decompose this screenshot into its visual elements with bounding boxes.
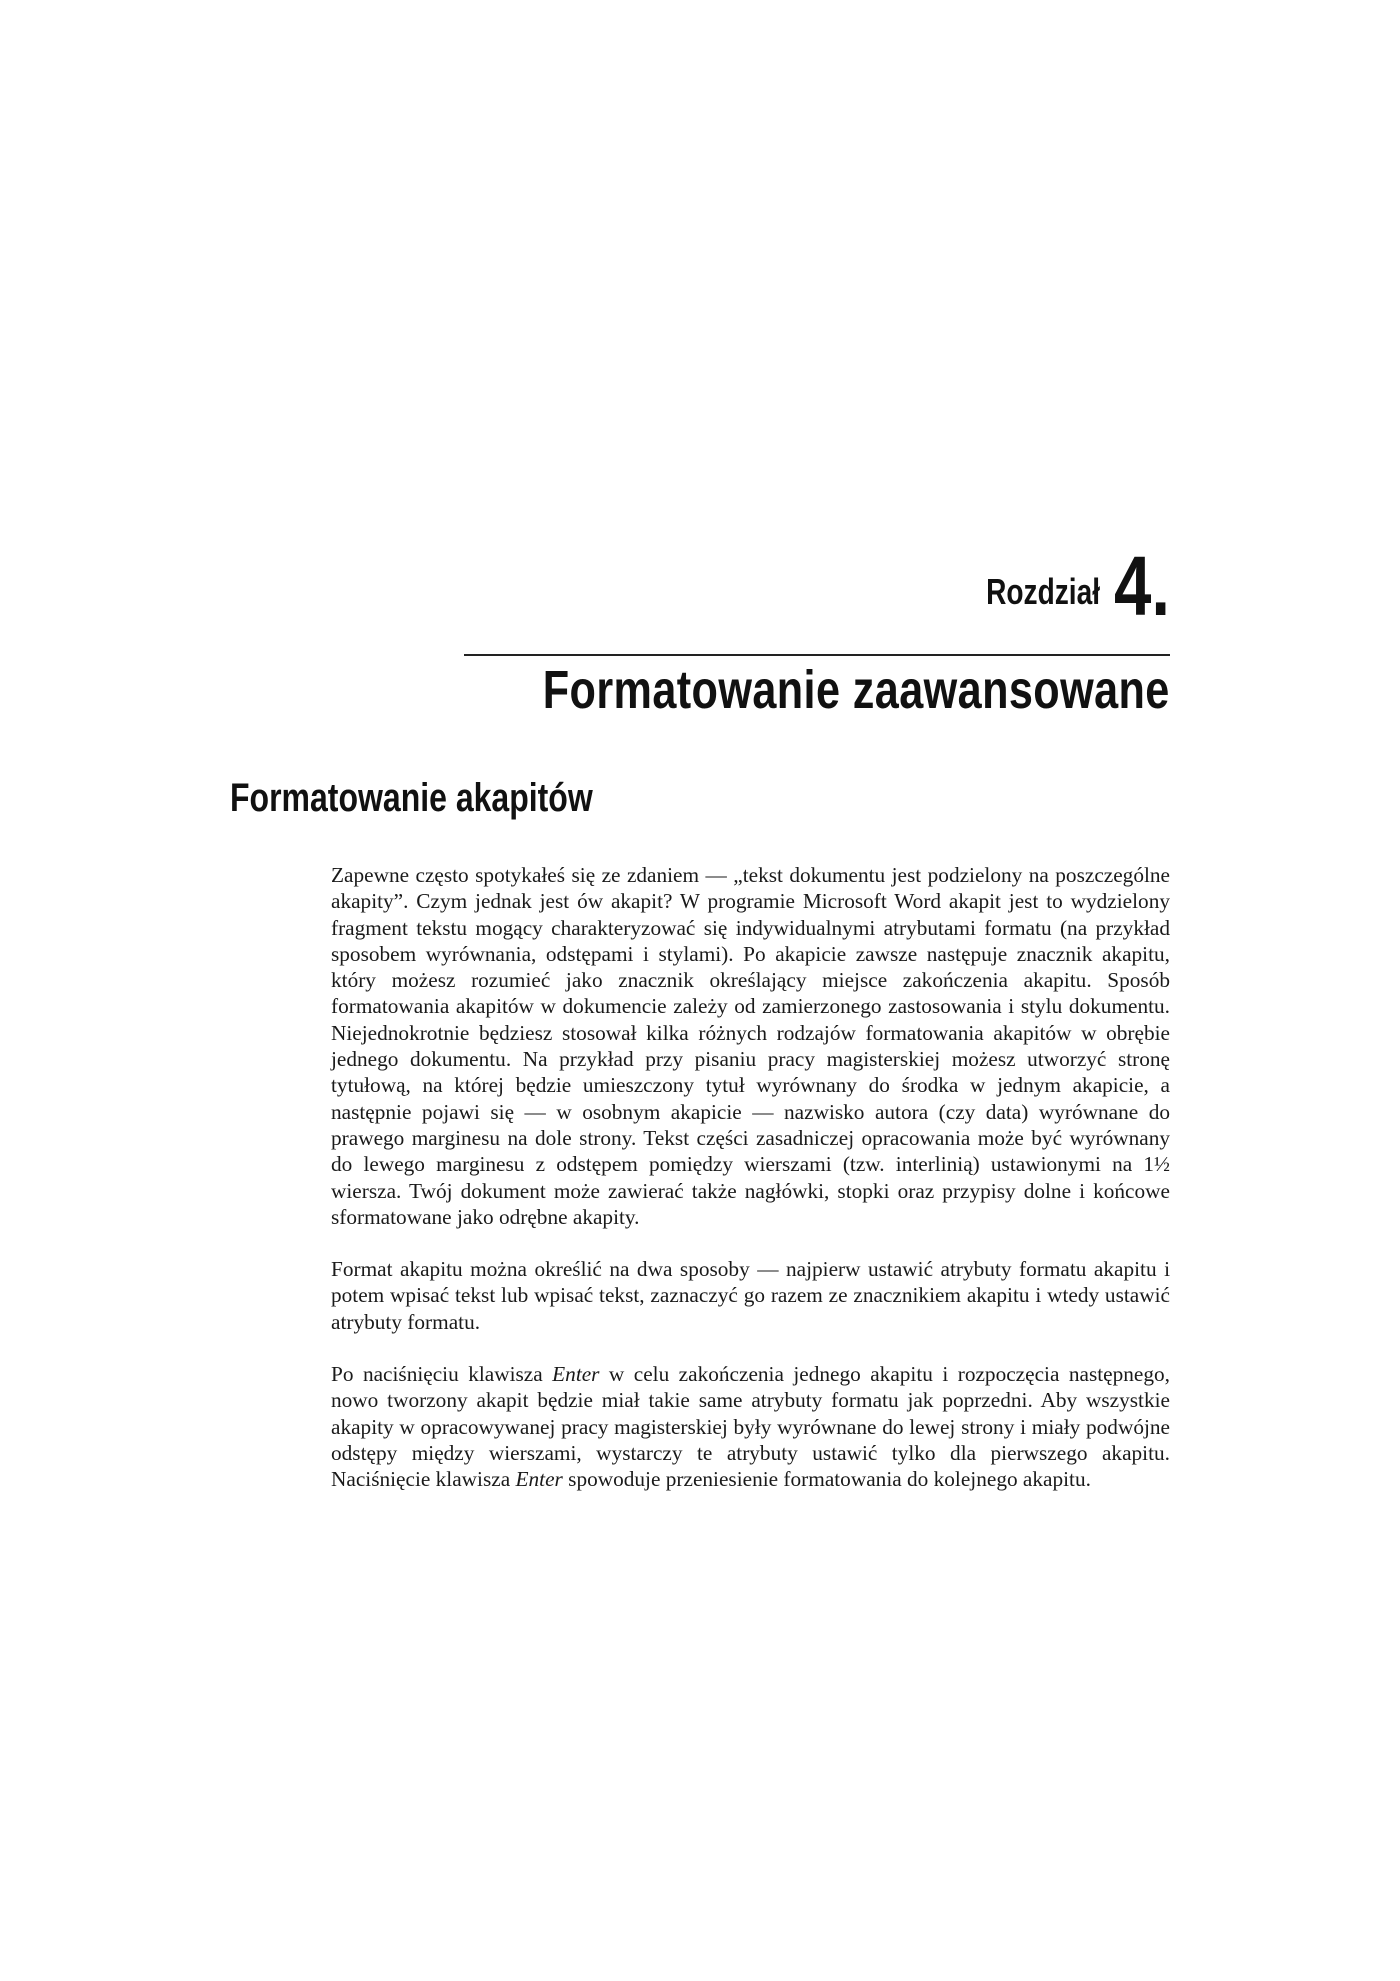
paragraph-3 <box>331 1361 1170 1492</box>
paragraph-2: Format akapitu można określić na dwa sposoby — najpierw ustawić atrybuty formatu akapitu i potem wpisać tekst lub wpisać tekst, zaznaczyć go razem ze znacznikiem akapitu i wtedy ustawić atrybuty formatu. <box>331 1257 1170 1334</box>
chapter-heading <box>464 539 1170 654</box>
enter-key-term: Enter <box>515 1467 563 1492</box>
paragraph-1: Zapewne często spotykałeś się ze zdaniem — „tekst dokumentu jest podzielony na poszczególne akapity”. Czym jednak jest ów akapit? W programie Microsoft Word akapit jest to wydzielony fragment tekstu mogący charakteryzować się indywidualnymi atrybutami formatu (na przykład sposobem wyrównania, odstępami i stylami). Po akapicie zawsze następuje znacznik akapitu, który możesz rozumieć jako znacznik określający miejsce zakończenia akapitu. Sposób formatowania akapitów w dokumencie zależy od zamierzonego zastosowania i stylu dokumentu. Niejednokrotnie będziesz stosował kilka różnych rodzajów formatowania akapitów w obrębie jednego dokumentu. Na przykład przy pisaniu pracy magisterskiej możesz utworzyć stronę tytułową, na której będzie umieszczony tytuł wyrównany do środka w jednym akapicie, a następnie pojawi się — w osobnym akapicie — nazwisko autora (czy data) wyrównane do prawego marginesu na dole strony. Tekst części zasadniczej opracowania może być wyrównany do lewego marginesu z odstępem pomiędzy wierszami (tzw. interlinią) ustawionymi na 1½ wiersza. Twój dokument może zawierać także nagłówki, stopki oraz przypisy dolne i końcowe sformatowane jako odrębne akapity. <box>331 863 1170 1229</box>
paragraph-3-text-b: w celu zakończenia jednego akapitu i rozpoczęcia następnego, nowo tworzony akapit będzie miał takie same atrybuty formatu jak poprzedni. Aby wszystkie akapity w opracowywanej pracy magisterskiej były wyrównane do lewej strony i miały podwójne odstępy między wierszami, wystarczy te atrybuty ustawić tylko dla pierwszego akapitu. Naciśnięcie klawisza <box>331 1362 1170 1492</box>
chapter-divider <box>464 654 1170 656</box>
chapter-title: Formatowanie zaawansowane <box>543 660 1170 720</box>
enter-key-term: Enter <box>552 1362 600 1387</box>
paragraph-3-text-c: spowoduje przeniesienie formatowania do kolejnego akapitu. <box>562 1467 1091 1492</box>
chapter-label: Rozdział <box>986 571 1100 612</box>
section-title: Formatowanie akapitów <box>230 776 593 820</box>
paragraph-3-text-a: Po naciśnięciu klawisza <box>331 1362 553 1387</box>
body-text <box>331 862 1170 1519</box>
chapter-number: 4. <box>1113 539 1170 633</box>
